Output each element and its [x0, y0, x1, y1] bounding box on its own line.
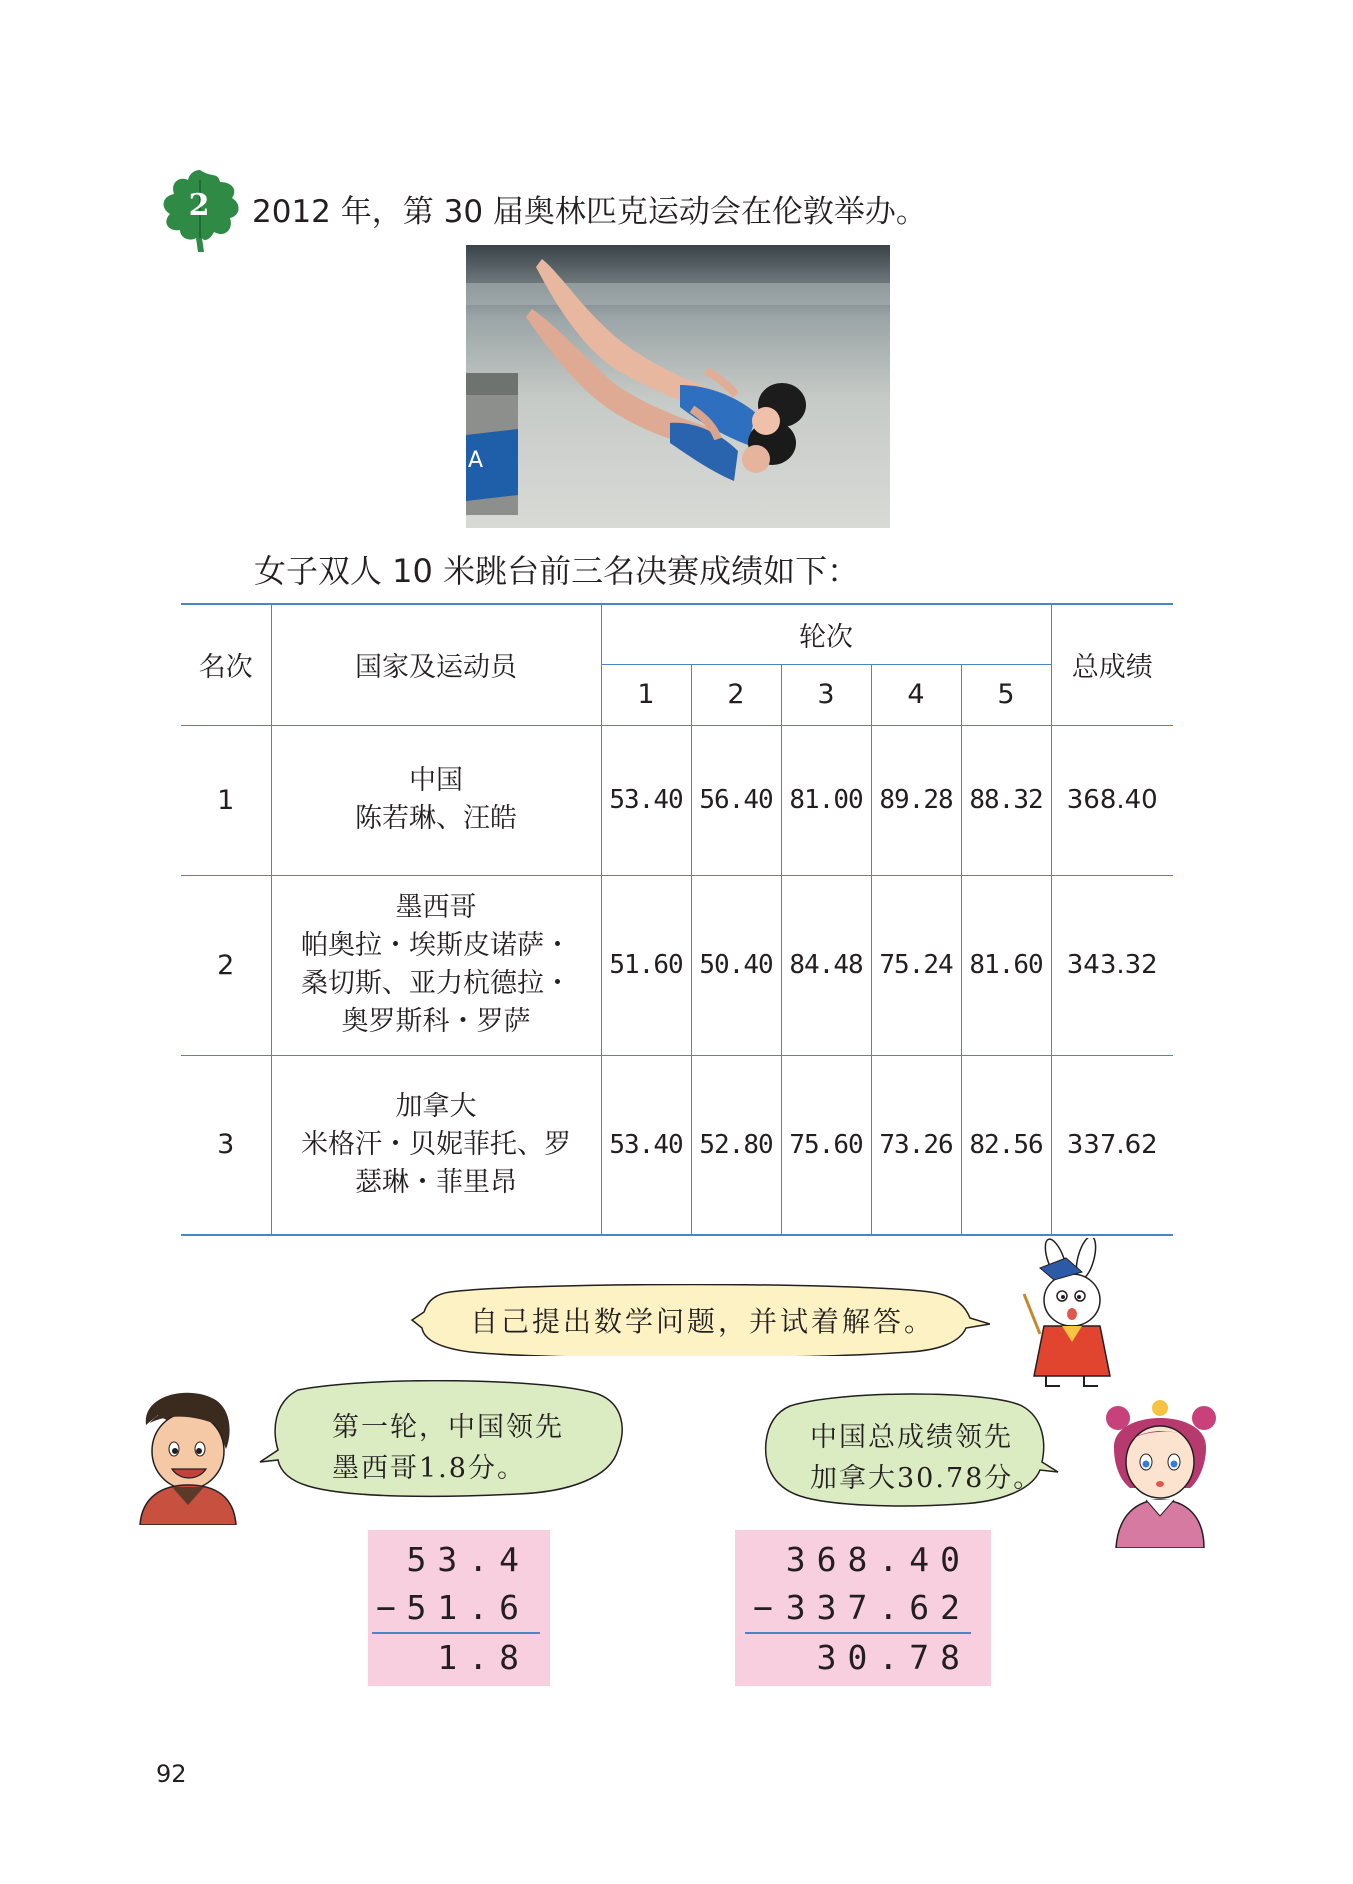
athlete-line: 桑切斯、亚力杭德拉・ [301, 968, 571, 999]
girl-speech-line: 加拿大30.78分。 [810, 1463, 1043, 1494]
calc-difference: 30.78 [816, 1638, 971, 1677]
athlete-line: 瑟琳・菲里昂 [355, 1166, 517, 1198]
synchronized-diving-photo [466, 245, 890, 528]
country-name: 加拿大 [395, 1090, 477, 1122]
results-table [181, 603, 1173, 1236]
athlete-line: 米格汗・贝妮菲托、罗 [301, 1128, 571, 1160]
score-cell: 52.80 [691, 1055, 781, 1235]
header-rounds: 轮次 [601, 604, 1051, 664]
score-cell: 81.00 [781, 725, 871, 875]
boy-subtraction-calc [368, 1530, 550, 1686]
girl-character-icon [1100, 1388, 1220, 1548]
calc-rule [745, 1632, 971, 1634]
girl-speech-line: 中国总成绩领先 [810, 1422, 1013, 1453]
calc-minus-sign: − [753, 1588, 784, 1627]
calc-minuend: 368.40 [785, 1540, 971, 1579]
rabbit-teacher-icon [1010, 1238, 1120, 1388]
total-cell: 343.32 [1051, 875, 1173, 1055]
country-name: 中国 [409, 765, 463, 796]
calc-difference: 1.8 [437, 1638, 530, 1677]
team-cell [271, 1055, 601, 1235]
score-cell: 75.60 [781, 1055, 871, 1235]
header-round-2: 2 [691, 664, 781, 725]
table-row [181, 725, 1173, 875]
score-cell: 50.40 [691, 875, 781, 1055]
table-row [181, 875, 1173, 1055]
total-cell: 368.40 [1051, 725, 1173, 875]
athlete-line: 奥罗斯科・罗萨 [341, 1006, 531, 1037]
platform-letter: A [468, 448, 484, 473]
calc-rule [372, 1632, 540, 1634]
header-total: 总成绩 [1051, 604, 1173, 725]
header-round-5: 5 [961, 664, 1051, 725]
country-name: 墨西哥 [395, 892, 477, 923]
athlete-line: 陈若琳、汪皓 [355, 803, 517, 834]
score-cell: 51.60 [601, 875, 691, 1055]
score-cell: 81.60 [961, 875, 1051, 1055]
calc-minus-sign: − [376, 1588, 407, 1627]
score-cell: 89.28 [871, 725, 961, 875]
boy-character-icon [128, 1385, 248, 1525]
header-team: 国家及运动员 [271, 604, 601, 725]
page-number: 92 [156, 1760, 187, 1788]
girl-speech-text [810, 1417, 1042, 1499]
score-cell: 82.56 [961, 1055, 1051, 1235]
problem-number: 2 [188, 188, 210, 223]
score-cell: 73.26 [871, 1055, 961, 1235]
score-cell: 53.40 [601, 725, 691, 875]
calc-subtrahend: 337.62 [785, 1588, 971, 1627]
score-cell: 84.48 [781, 875, 871, 1055]
boy-speech-line: 第一轮，中国领先 [332, 1412, 564, 1443]
prompt-text: 自己提出数学问题，并试着解答。 [470, 1305, 936, 1338]
athlete-line: 帕奥拉・埃斯皮诺萨・ [301, 930, 571, 961]
score-cell: 56.40 [691, 725, 781, 875]
header-round-3: 3 [781, 664, 871, 725]
header-round-4: 4 [871, 664, 961, 725]
rank-cell: 2 [181, 875, 271, 1055]
girl-subtraction-calc [735, 1530, 991, 1686]
rank-cell: 1 [181, 725, 271, 875]
calc-subtrahend: 51.6 [406, 1588, 530, 1627]
score-cell: 53.40 [601, 1055, 691, 1235]
team-cell [271, 875, 601, 1055]
boy-speech-line: 墨西哥1.8分。 [332, 1453, 526, 1484]
boy-speech-text [332, 1407, 564, 1489]
problem-heading: 2012 年，第 30 届奥林匹克运动会在伦敦举办。 [252, 194, 927, 230]
calc-minuend: 53.4 [406, 1540, 530, 1579]
table-row [181, 1055, 1173, 1235]
header-round-1: 1 [601, 664, 691, 725]
rank-cell: 3 [181, 1055, 271, 1235]
score-cell: 88.32 [961, 725, 1051, 875]
header-rank: 名次 [181, 604, 271, 725]
table-caption: 女子双人 10 米跳台前三名决赛成绩如下： [254, 552, 860, 590]
team-cell [271, 725, 601, 875]
total-cell: 337.62 [1051, 1055, 1173, 1235]
score-cell: 75.24 [871, 875, 961, 1055]
